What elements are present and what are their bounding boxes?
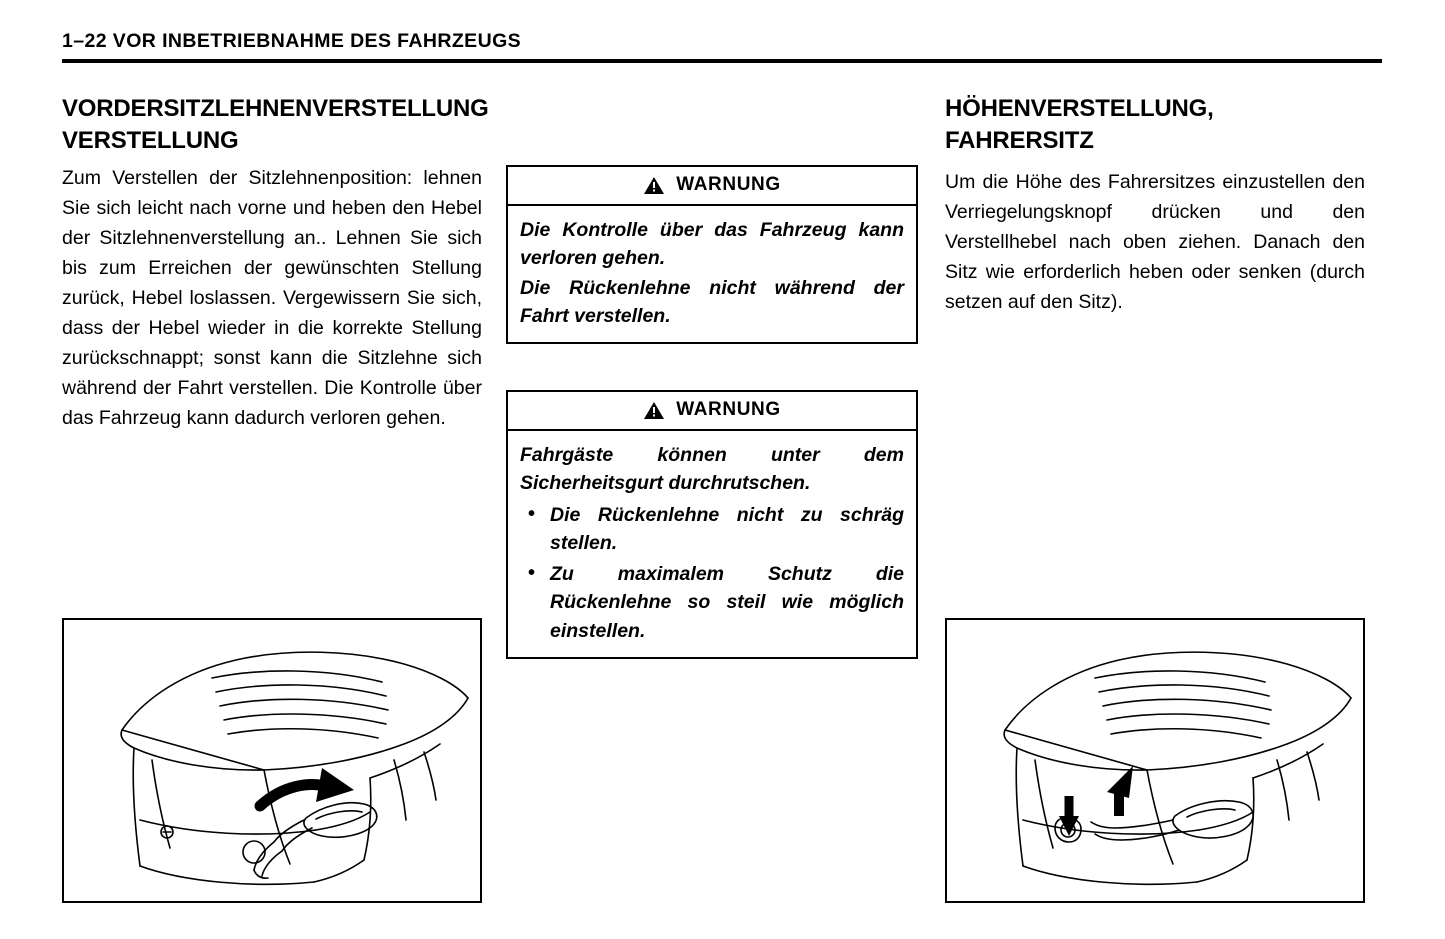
left-section-title-line1: VORDERSITZLEHNENVERSTELLUNG — [62, 95, 489, 122]
warning-triangle-icon — [643, 176, 665, 195]
warning-box — [506, 390, 918, 659]
warning-box — [506, 165, 918, 344]
left-section-title — [62, 93, 489, 157]
right-section-body: Um die Höhe des Fahrersitzes einzustellen den Verriegelungsknopf drücken und den Verstellhebel nach oben ziehen. Danach den Sitz wie erforderlich heben oder senken (durch setzen auf den Sitz). — [945, 170, 1365, 313]
warning-bullet-list — [520, 501, 904, 645]
right-section-title-line1: HÖHENVERSTELLUNG, — [945, 95, 1214, 122]
right-section-title-line2: FAHRERSITZ — [945, 126, 1094, 154]
left-section-body: Zum Verstellen der Sitzlehnenposition: lehnen Sie sich leicht nach vorne und heben den Hebel der Sitzlehnenverstellung an.. Lehnen Sie sich bis zum Erreichen der gewünschten Stellung zurück, Hebel loslassen. Vergewissern Sie sich, dass der Hebel wieder in die korrekte Stellung zurückschnappt; sonst kann die Sitzlehne sich während der Fahrt verstellen. Die Kontrolle über das Fahrzeug kann dadurch verloren gehen. — [62, 166, 482, 429]
left-section-title-line2: VERSTELLUNG — [62, 126, 239, 154]
header-divider — [62, 59, 1382, 63]
warning-paragraph: Die Kontrolle über das Fahrzeug kann verloren gehen. — [520, 219, 904, 270]
driver-seat-height-adjust-illustration — [945, 618, 1365, 903]
warning-paragraph: Fahrgäste können unter dem Sicherheitsgurt durchrutschen. — [520, 444, 904, 495]
seatback-recline-lever-illustration — [62, 618, 482, 903]
warning-body — [508, 431, 916, 657]
page-header-text: 1–22 VOR INBETRIEBNAHME DES FAHRZEUGS — [62, 30, 522, 52]
warning-body — [508, 206, 916, 342]
warning-bullet-item: • Zu maximalem Schutz die Rückenlehne so steil wie möglich einstellen. — [520, 560, 904, 645]
warning-header — [508, 167, 916, 206]
warnings-column — [506, 165, 918, 659]
warning-label: WARNUNG — [676, 399, 781, 421]
page-header — [62, 30, 1382, 63]
warning-label: WARNUNG — [676, 174, 781, 195]
warning-triangle-icon — [643, 401, 665, 420]
right-section-title — [945, 93, 1365, 157]
warning-paragraph: Die Rückenlehne nicht während der Fahrt verstellen. — [520, 276, 904, 327]
warning-bullet-item: • Die Rückenlehne nicht zu schräg stellen. — [520, 501, 904, 558]
right-column — [945, 93, 1365, 317]
left-column — [62, 93, 489, 433]
warning-header — [508, 392, 916, 431]
